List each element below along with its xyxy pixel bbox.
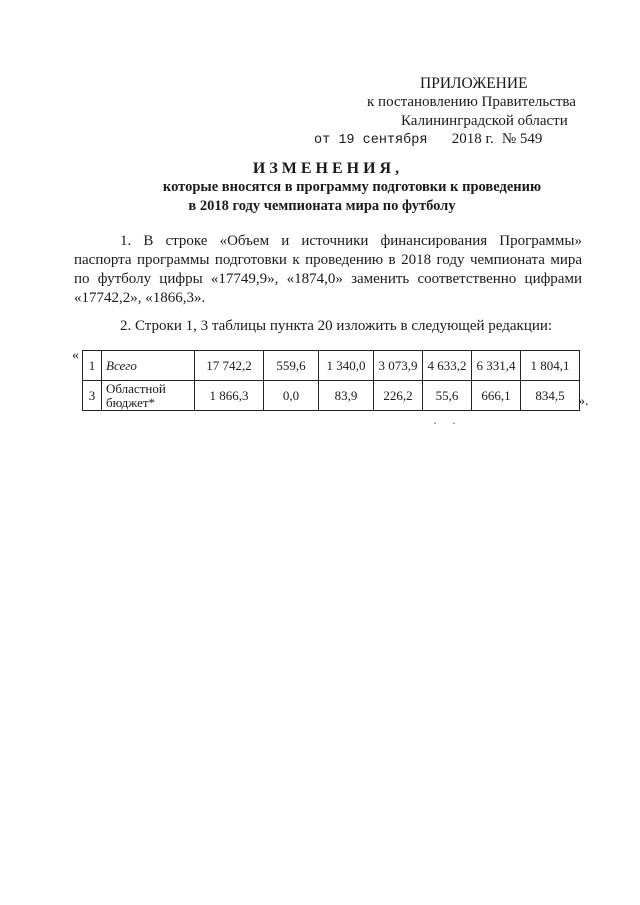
title-line-2: которые вносятся в программу подготовки к проведению <box>162 179 542 195</box>
date-year: 2018 г. <box>451 131 494 147</box>
value-cell: 17 742,2 <box>195 351 264 381</box>
table-row <box>83 351 580 381</box>
value-cell: 0,0 <box>264 381 319 411</box>
row-index: 1 <box>83 351 102 381</box>
table-quote-open: « <box>72 348 79 363</box>
resolution-number: № 549 <box>501 131 543 147</box>
value-cell: 55,6 <box>423 381 472 411</box>
value-cell: 226,2 <box>374 381 423 411</box>
scan-specks: · · <box>433 416 456 430</box>
changes-table <box>82 350 580 411</box>
value-cell: 6 331,4 <box>472 351 521 381</box>
value-cell: 1 340,0 <box>319 351 374 381</box>
paragraph-2: 2. Строки 1, 3 таблицы пункта 20 изложить в следующей редакции: <box>120 318 553 334</box>
date-prefix: от <box>314 133 331 148</box>
appendix-title: ПРИЛОЖЕНИЕ <box>420 75 528 92</box>
value-cell: 559,6 <box>264 351 319 381</box>
value-cell: 834,5 <box>521 381 580 411</box>
title-line-3: в 2018 году чемпионата мира по футболу <box>188 198 456 214</box>
appendix-date-line <box>314 130 542 150</box>
table-quote-close: ». <box>578 394 589 409</box>
value-cell: 666,1 <box>472 381 521 411</box>
appendix-region-line: Калининградской области <box>401 113 568 129</box>
title-line-1: ИЗМЕНЕНИЯ, <box>252 160 404 177</box>
appendix-resolution-line: к постановлению Правительства <box>367 94 576 110</box>
row-name: Областной бюджет* <box>102 381 195 411</box>
value-cell: 83,9 <box>319 381 374 411</box>
value-cell: 1 804,1 <box>521 351 580 381</box>
date-day-month: 19 сентября <box>338 133 428 148</box>
value-cell: 1 866,3 <box>195 381 264 411</box>
value-cell: 3 073,9 <box>374 351 423 381</box>
row-index: 3 <box>83 381 102 411</box>
table-row <box>83 381 580 411</box>
paragraph-1: 1. В строке «Объем и источники финансирования Программы» паспорта программы подготовки к проведению в 2018 году чемпионата мира по футболу цифры «17749,9», «1874,0» заменить соответственно цифрами «17742,2», «1866,3». <box>74 233 582 306</box>
row-name: Всего <box>102 351 195 381</box>
value-cell: 4 633,2 <box>423 351 472 381</box>
